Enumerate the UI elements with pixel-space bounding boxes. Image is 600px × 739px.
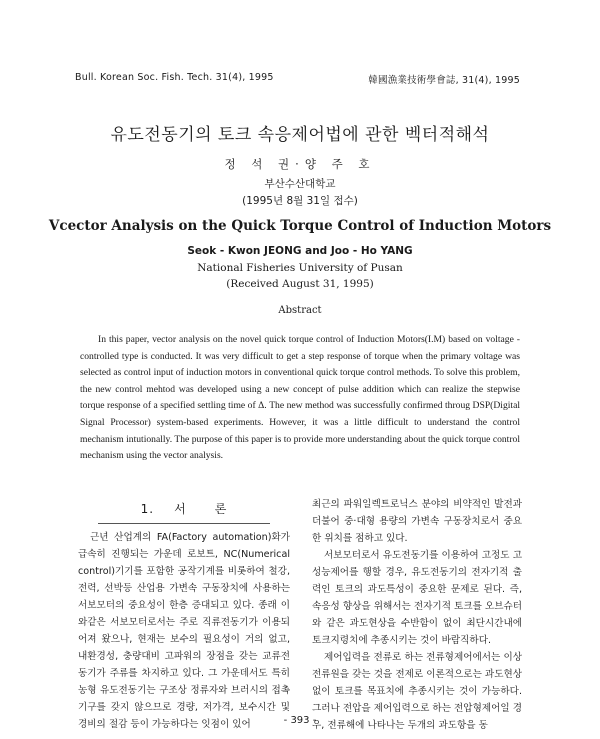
section-number: 1. — [140, 502, 155, 516]
received-date-english: (Received August 31, 1995) — [226, 278, 374, 290]
abstract-heading: Abstract — [278, 305, 322, 316]
paragraph: 최근의 파워일렉트로닉스 분야의 비약적인 발전과 더불어 중·대형 용량의 가변속 구동장치로서 중요한 위치를 점하고 있다. — [312, 499, 522, 544]
intro-text-left — [78, 529, 290, 733]
paragraph: 근년 산업계의 FA(Factory automation)화가 급속히 진행되는 가운데 로보트, NC(Numerical control)기기를 포함한 공작기계를 비롯하여 철강, 전력, 선박등 산업용 가변속 구동장치에 사용하는 서보모터의 중요성이 한층 증대되고 있다. 종래 이와같은 서보모터로서는 주로 직류전동기가 이용되어져 왔으나, 현재는 보수의 필요성이 거의 없고, 내환경성, 충량대비 고파워의 장점을 갖는 교류전동기가 주류를 차지하고 있다. 그 가운데서도 특히 농형 유도전동기는 구조상 정류자와 브러시의 접촉기구를 갖지 않으므로 경량, 저가격, 보수시간 및 경비의 절감 등이 가능하다는 잇점이 있어 — [78, 532, 290, 730]
section-underline — [98, 523, 270, 524]
left-column — [78, 500, 290, 733]
section-title-part2: 론 — [214, 502, 228, 516]
paragraph: 서보모터로서 유도전동기를 이용하여 고정도 고성능제어를 행할 경우, 유도전동기의 전자기적 출력인 토크의 과도특성이 중요한 문제로 된다. 즉, 속응성 향상을 위해서는 전자기적 토크를 오브슈터와 같은 과도현상을 수반함이 없이 최단시간내에 토크지령치에 추종시키는 것이 바람직하다. — [312, 550, 522, 646]
journal-header-right: 韓國漁業技術學會誌, 31(4), 1995 — [368, 75, 520, 86]
right-column — [312, 496, 522, 734]
affiliation-english: National Fisheries University of Pusan — [197, 262, 403, 274]
page-number: - 393 - — [283, 715, 317, 726]
section-heading — [78, 500, 290, 517]
authors-korean: 정 석 권·양 주 호 — [224, 157, 376, 171]
abstract-body: In this paper, vector analysis on the novel quick torque control of Induction Motors(I.M) based on voltage - controlled type is conducted. It was very difficult to get a step response of torque when the primary voltage was selected as control input of induction motors in conventional quick torque control methods. To solve this problem, the new control mehtod was developed using a new concept of pulse addition which can realize the stepwise torque response of a specified settling time of Δ. The new method was successfully confirmed throug DSP(Digital Signal Processor) system-based experiments. However, it was a little difficult to understand the control mechanism intutionally. The purpose of this paper is to provide more understanding about the quick torque control mechanism using the vector analysis. — [80, 334, 520, 462]
authors-english: Seok - Kwon JEONG and Joo - Ho YANG — [187, 245, 413, 257]
section-title-part1: 서 — [174, 502, 187, 516]
intro-text-right — [312, 496, 522, 734]
affiliation-korean: 부산수산대학교 — [264, 178, 336, 190]
paper-title-korean: 유도전동기의 토크 속응제어법에 관한 벡터적해석 — [110, 125, 490, 145]
journal-header-left: Bull. Korean Soc. Fish. Tech. 31(4), 1995 — [75, 72, 274, 83]
paper-title-english: Vcector Analysis on the Quick Torque Control of Induction Motors — [48, 218, 552, 234]
received-date-korean: (1995년 8월 31일 접수) — [242, 195, 358, 207]
paragraph: 제어입력을 전류로 하는 전류형제어에서는 이상전류원을 갖는 것을 전제로 이론적으로는 과도현상없이 토크를 목표치에 추종시키는 것이 가능하다. 그러나 전압을 제어입력으로 하는 전압형제어일 경우, 전류해에 나타나는 두개의 과도항을 동 — [312, 652, 522, 731]
